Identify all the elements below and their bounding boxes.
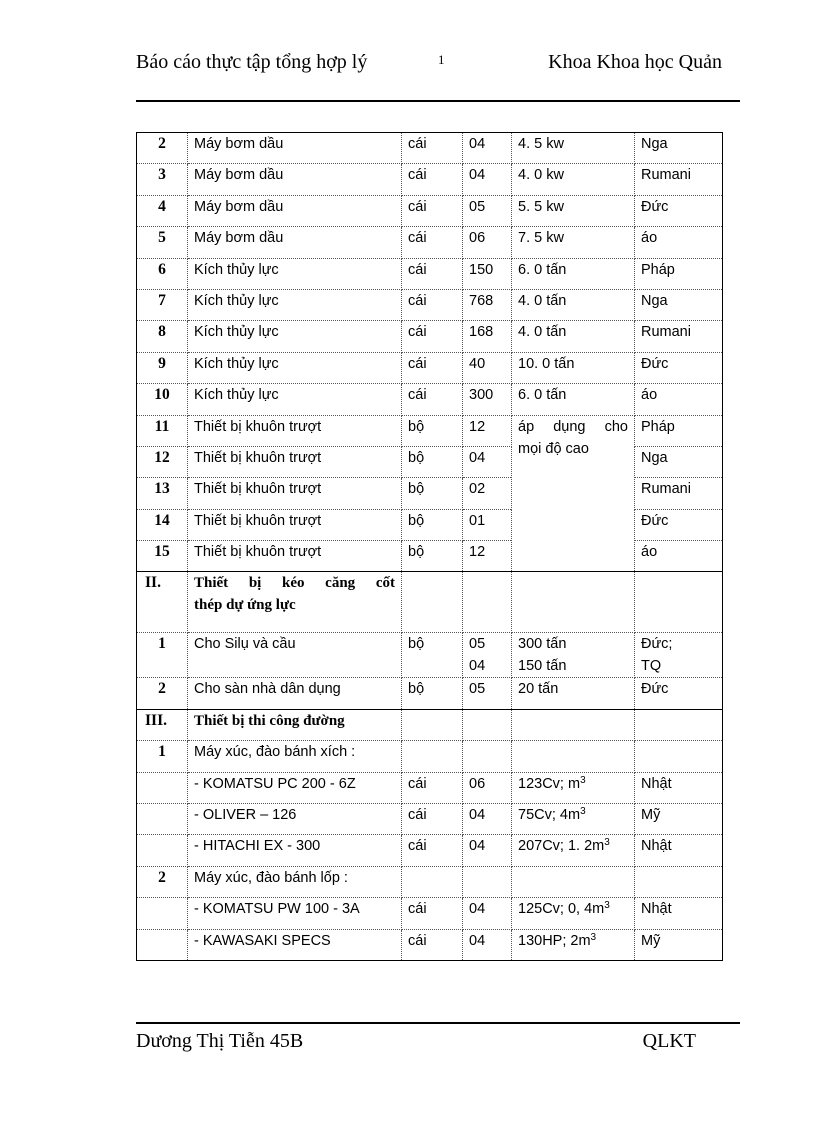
page-footer <box>136 1022 740 1052</box>
table-row: 1 Cho Silụ và cầu bộ 05 04 300 tấn 150 tấn Đức; TQ <box>137 633 723 678</box>
table-row: 2 Cho sàn nhà dân dụng bộ 05 20 tấn Đức <box>137 678 723 709</box>
department-code: QLKT <box>642 1030 696 1052</box>
table-row: 2 Máy bơm dầu cái 04 4. 5 kw Nga <box>137 133 723 164</box>
section-title: Thiết bị kéo căng cốt thép dự ứng lực <box>188 572 402 633</box>
equipment-table <box>136 132 723 961</box>
table-row: - HITACHI EX - 300 cái 04 207Cv; 1. $2m^3$ Nhật <box>137 835 723 866</box>
table-row: - KOMATSU PC 200 - 6Z cái 06 123Cv; $m^3$ Nhật <box>137 772 723 803</box>
table-row: 15 Thiết bị khuôn trượt bộ 12 áo <box>137 541 723 572</box>
table-row: 10 Kích thủy lực cái 300 6. 0 tấn áo <box>137 384 723 415</box>
table-row: 7 Kích thủy lực cái 768 4. 0 tấn Nga <box>137 289 723 320</box>
table-row: 12 Thiết bị khuôn trượt bộ 04 Nga <box>137 446 723 477</box>
section-row: III. Thiết bị thi công đường <box>137 709 723 740</box>
faculty-name: Khoa Khoa học Quản <box>548 51 722 73</box>
table-row: 6 Kích thủy lực cái 150 6. 0 tấn Pháp <box>137 258 723 289</box>
section-row: II. Thiết bị kéo căng cốt thép dự ứng lực <box>137 572 723 633</box>
table-row: 11 Thiết bị khuôn trượt bộ 12 áp dụng cho mọi độ cao Pháp <box>137 415 723 446</box>
table-row: 2 Máy xúc, đào bánh lốp : <box>137 866 723 897</box>
table-row: 8 Kích thủy lực cái 168 4. 0 tấn Rumani <box>137 321 723 352</box>
slide-form-spec: áp dụng cho mọi độ cao <box>512 415 635 572</box>
table-row: 3 Máy bơm dầu cái 04 4. 0 kw Rumani <box>137 164 723 195</box>
table-row: - KAWASAKI SPECS cái 04 130HP; $2m^3$ Mỹ <box>137 929 723 960</box>
report-title: Báo cáo thực tập tổng hợp lý <box>136 51 368 73</box>
section-title: Thiết bị thi công đường <box>188 709 402 740</box>
table-row: 5 Máy bơm dầu cái 06 7. 5 kw áo <box>137 227 723 258</box>
page-number: 1 <box>438 52 445 67</box>
table-row: 13 Thiết bị khuôn trượt bộ 02 Rumani <box>137 478 723 509</box>
table-row: 4 Máy bơm dầu cái 05 5. 5 kw Đức <box>137 195 723 226</box>
table-row: 14 Thiết bị khuôn trượt bộ 01 Đức <box>137 509 723 540</box>
page-header <box>136 50 740 102</box>
table-row: 1 Máy xúc, đào bánh xích : <box>137 741 723 772</box>
table-row: 9 Kích thủy lực cái 40 10. 0 tấn Đức <box>137 352 723 383</box>
table-row: - OLIVER – 126 cái 04 75Cv; $4m^3$ Mỹ <box>137 804 723 835</box>
table-row: - KOMATSU PW 100 - 3A cái 04 125Cv; 0, $4m^3$ Nhật <box>137 898 723 929</box>
author-name: Dương Thị Tiễn 45B <box>136 1030 304 1052</box>
